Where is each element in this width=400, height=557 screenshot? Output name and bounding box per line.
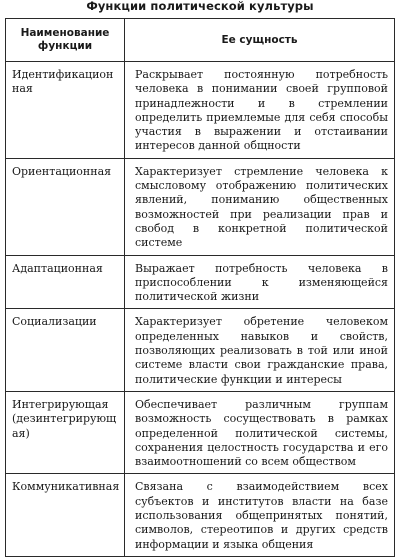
- function-essence: Характеризует стремление человека к смысловому отображению политических явлений, пониманию общественных возможностей при реализации прав и свобод в конкретной политической системе: [125, 158, 395, 255]
- function-name: Коммуникативная: [6, 474, 125, 556]
- document-title: Функции политической культуры: [86, 0, 314, 13]
- table-header-row: [6, 19, 395, 62]
- table-row: [6, 474, 395, 556]
- function-name: Интегрирующая (дезинтегрирующая): [6, 391, 125, 473]
- table-row: [6, 62, 395, 159]
- function-essence: Характеризует обретение человеком определенных навыков и свойств, позволяющих реализовать в той или иной системе власти свои гражданские права, политические функции и интересы: [125, 309, 395, 391]
- table-row: [6, 255, 395, 309]
- function-essence: Связана с взаимодействием всех субъектов и институтов власти на базе использования общепринятых понятий, символов, стереотипов и других средств информации и языка общения: [125, 474, 395, 556]
- table-row: [6, 309, 395, 391]
- function-name: Идентификационная: [6, 62, 125, 159]
- table-row: [6, 158, 395, 255]
- header-essence: Ее сущность: [125, 19, 395, 62]
- header-name: Наименование функции: [6, 19, 125, 62]
- function-essence: Раскрывает постоянную потребность человека в понимании своей групповой принадлежности и в стремлении определить приемлемые для себя способы участия в выражении и отстаивании интересов данной общности: [125, 62, 395, 159]
- function-essence: Обеспечивает различным группам возможность сосуществовать в рамках определенной политической системы, сохранения целостность государства и его взаимоотношений со всем обществом: [125, 391, 395, 473]
- functions-table: [5, 18, 395, 557]
- function-name: Ориентационная: [6, 158, 125, 255]
- table-row: [6, 391, 395, 473]
- function-essence: Выражает потребность человека в приспособлении к изменяющейся политической жизни: [125, 255, 395, 309]
- function-name: Адаптационная: [6, 255, 125, 309]
- function-name: Социализации: [6, 309, 125, 391]
